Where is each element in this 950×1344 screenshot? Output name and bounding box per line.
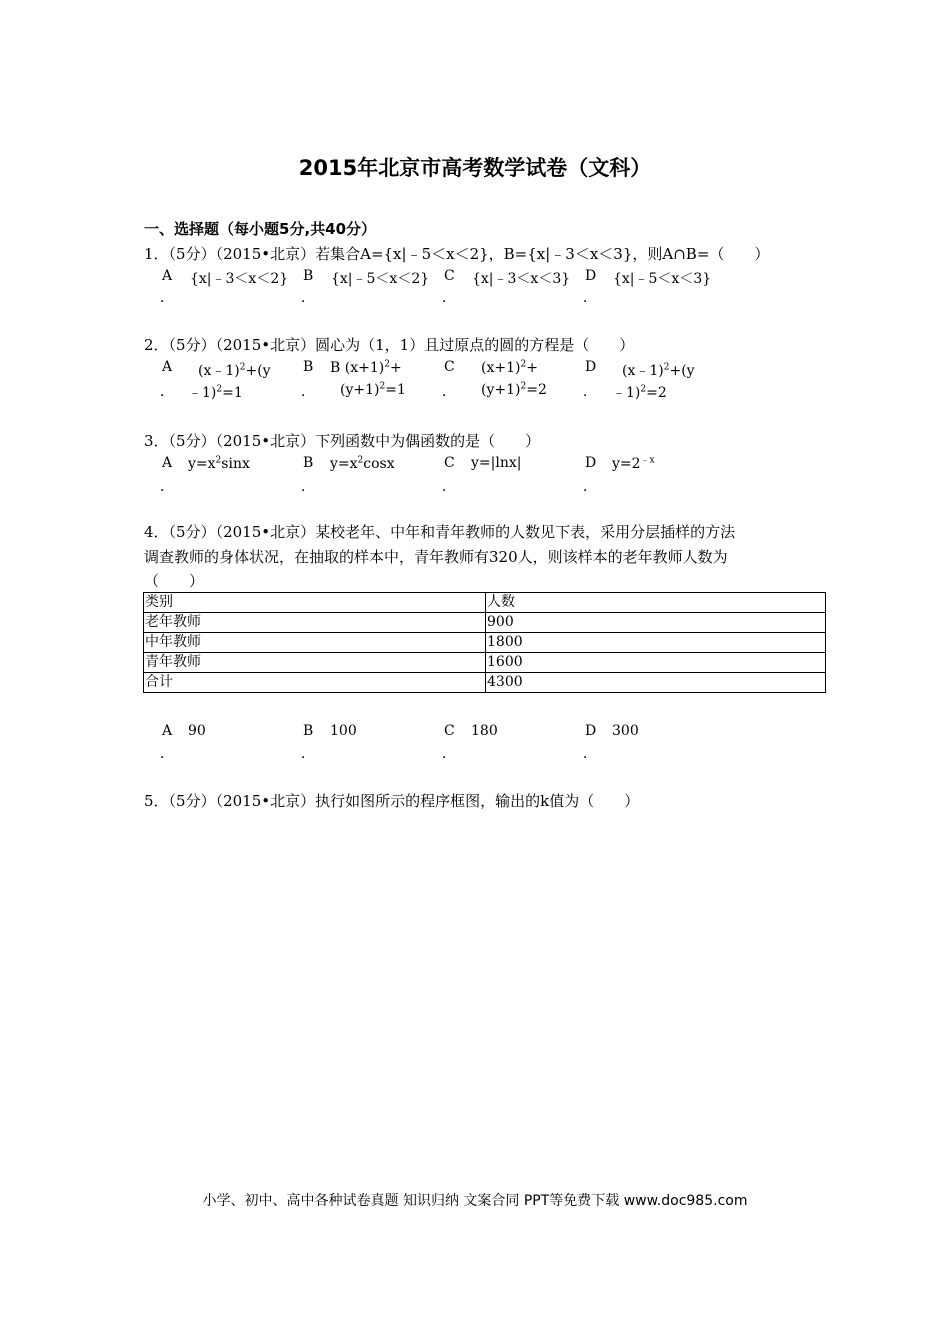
table-cell-category: 老年教师: [144, 613, 486, 633]
table-cell-count: 1600: [486, 653, 826, 673]
table-row: [144, 613, 826, 633]
option-b-text: 100: [330, 723, 357, 739]
table-header-category: 类别: [144, 593, 486, 613]
option-d-letter: D: [585, 268, 597, 284]
table-cell-category: 合计: [144, 673, 486, 693]
question-4-stem-line2: 调查教师的身体状况，在抽取的样本中，青年教师有320人，则该样本的老年教师人数为: [144, 548, 728, 566]
option-b-letter: B: [303, 723, 314, 739]
option-d-text: 300: [612, 723, 639, 739]
option-a-line1: (x﹣1)$^2$+(y: [198, 362, 271, 379]
option-b-line1: B $(x+1)^2+$: [330, 359, 402, 376]
option-b-text: $y=x^2\cos x$: [330, 455, 395, 472]
option-c-line2: $(y+1)^2=2$: [481, 381, 547, 398]
option-b-dot: ．: [301, 746, 315, 762]
option-a-letter: A: [162, 723, 173, 739]
option-a-dot: ．: [160, 290, 174, 306]
option-c-text: 180: [471, 723, 498, 739]
option-d-line1: (x﹣1)$^2$+(y: [622, 362, 695, 379]
option-c-dot: ．: [442, 384, 456, 400]
table-header-row: [144, 593, 826, 613]
section-heading: 一、选择题（每小题5分,共40分）: [144, 220, 377, 238]
option-a-letter: A: [162, 455, 173, 471]
option-d-text: $y=2^{﹣x}$: [612, 455, 655, 472]
question-5-stem: 5．（5分）（2015•北京）执行如图所示的程序框图，输出的k值为（ ）: [144, 792, 640, 810]
option-d-dot: ．: [583, 384, 597, 400]
option-a-text: 90: [188, 723, 206, 739]
option-a-text: {x|﹣3＜x＜2}: [190, 271, 289, 287]
option-b-text: {x|﹣5＜x＜2}: [331, 271, 430, 287]
option-b-dot: ．: [301, 384, 315, 400]
option-d-dot: ．: [583, 746, 597, 762]
option-b-letter: B: [303, 455, 314, 471]
question-3-stem: 3．（5分）（2015•北京）下列函数中为偶函数的是（ ）: [144, 432, 541, 450]
option-d-text: {x|﹣5＜x＜3}: [613, 271, 712, 287]
option-a-dot: ．: [160, 746, 174, 762]
page-title: 2015年北京市高考数学试卷（文科）: [298, 156, 652, 180]
question-1-stem: 1．（5分）（2015•北京）若集合A={x|﹣5＜x＜2}，B={x|﹣3＜x＜3}，则A∩B=（ ）: [144, 245, 770, 263]
table-cell-count: 900: [486, 613, 826, 633]
option-d-line2: ﹣1)$^2$=2: [612, 384, 667, 401]
option-a-dot: ．: [160, 384, 174, 400]
option-a-letter: A: [162, 359, 173, 375]
option-b-letter: B: [303, 359, 314, 375]
page-footer: 小学、初中、高中各种试卷真题 知识归纳 文案合同 PPT等免费下载 www.doc985.com: [202, 1193, 748, 1209]
option-c-line1: $(x+1)^2+$: [481, 359, 538, 376]
option-c-letter: C: [444, 359, 455, 375]
option-c-letter: C: [444, 455, 455, 471]
option-d-letter: D: [585, 723, 597, 739]
option-d-letter: D: [585, 359, 597, 375]
table-row: [144, 673, 826, 693]
option-c-text: {x|﹣3＜x＜3}: [472, 271, 571, 287]
question-2-stem: 2．（5分）（2015•北京）圆心为（1，1）且过原点的圆的方程是（ ）: [144, 336, 635, 354]
table-row: [144, 633, 826, 653]
option-b-letter: B: [303, 268, 314, 284]
option-d-dot: ．: [583, 290, 597, 306]
option-c-dot: ．: [442, 290, 456, 306]
table-header-count: 人数: [486, 593, 826, 613]
question-4-stem-line3: （ ）: [144, 572, 205, 590]
option-d-dot: ．: [583, 479, 597, 495]
option-a-dot: ．: [160, 479, 174, 495]
option-a-text: $y=x^2\sin x$: [188, 455, 250, 472]
table-cell-count: 1800: [486, 633, 826, 653]
table-row: [144, 653, 826, 673]
option-b-line2: $(y+1)^2=1$: [340, 381, 406, 398]
option-c-dot: ．: [442, 479, 456, 495]
option-b-dot: ．: [301, 479, 315, 495]
option-c-text: y=|lnx|: [471, 455, 522, 471]
option-d-letter: D: [585, 455, 597, 471]
table-cell-count: 4300: [486, 673, 826, 693]
question-4-stem-line1: 4．（5分）（2015•北京）某校老年、中年和青年教师的人数见下表，采用分层插样的方法: [144, 523, 736, 541]
table-cell-category: 青年教师: [144, 653, 486, 673]
option-a-line2: ﹣1)$^2$=1: [188, 384, 243, 401]
option-b-dot: ．: [301, 290, 315, 306]
option-c-letter: C: [444, 723, 455, 739]
option-c-letter: C: [444, 268, 455, 284]
teacher-count-table: [143, 592, 826, 693]
table-cell-category: 中年教师: [144, 633, 486, 653]
option-c-dot: ．: [442, 746, 456, 762]
option-a-letter: A: [162, 268, 173, 284]
